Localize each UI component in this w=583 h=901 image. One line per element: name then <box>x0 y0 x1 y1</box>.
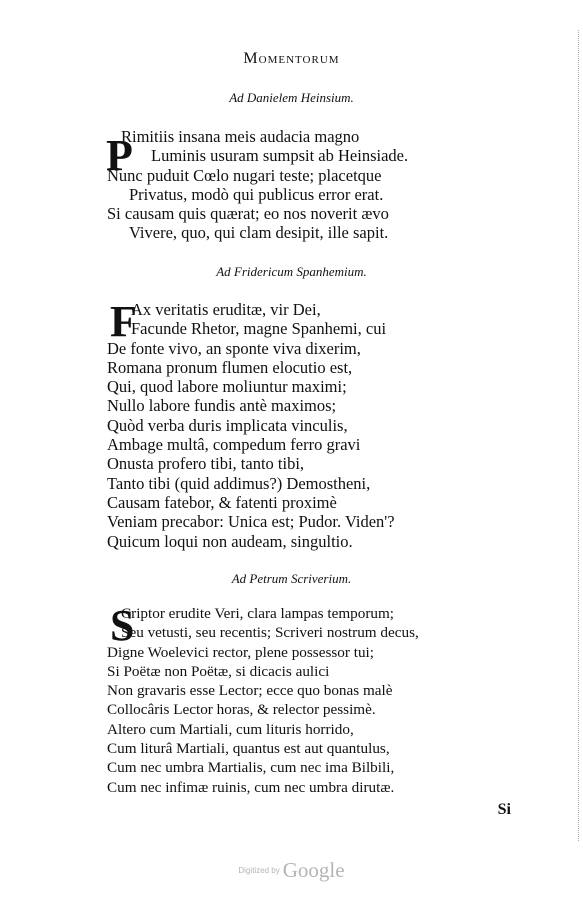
verse-line: Veniam precabor: Unica est; Pudor. Viden'? <box>107 512 395 532</box>
verse-line: Nullo labore fundis antè maximos; <box>107 396 337 416</box>
verse-line: Quicum loqui non audeam, singultio. <box>107 531 353 551</box>
verse-line: Si causam quis quærat; eo nos noverit ævo <box>107 204 389 224</box>
verse-line: Tanto tibi (quid addimus?) Demostheni, <box>107 473 371 493</box>
verse-line: Ambage multâ, compedum ferro gravi <box>107 435 361 455</box>
verse-line: Facunde Rhetor, magne Spanhemi, cui <box>131 319 387 339</box>
section-title-heinsium: Ad Danielem Heinsium. <box>229 90 354 105</box>
verse-line: Cum nec umbra Martialis, cum nec ima Bilbili, <box>107 759 395 777</box>
verse-line: Si Poëtæ non Poëtæ, si dicacis aulici <box>107 662 330 680</box>
poem-scriverium <box>107 601 419 797</box>
verse-line: Cum liturâ Martiali, quantus est aut quantulus, <box>107 740 390 758</box>
poem-spanhemium <box>107 297 395 551</box>
verse-line: Cum nec infimæ ruinis, cum nec umbra dirutæ. <box>107 778 395 796</box>
verse-line: Romana pronum flumen elocutio est, <box>107 357 353 377</box>
verse-line: Altero cum Martiali, cum lituris horrido, <box>107 720 354 738</box>
verse-line: Non gravaris esse Lector; ecce quo bonas malè <box>107 682 393 700</box>
running-head: Momentorum <box>243 50 340 67</box>
google-wordmark: Google <box>282 858 345 882</box>
dropcap-scriverium: S <box>110 601 135 650</box>
verse-line: Digne Woelevici rector, plene possessor tui; <box>107 643 374 661</box>
verse-line: Vivere, quo, qui clam desipit, ille sapit. <box>129 223 389 243</box>
dropcap-heinsium: P <box>106 131 133 180</box>
verse-line: De fonte vivo, an sponte viva dixerim, <box>107 338 361 358</box>
verse-line: Ax veritatis eruditæ, vir Dei, <box>131 300 321 319</box>
verse-line: Rimitiis insana meis audacia magno <box>121 127 360 146</box>
verse-line: Quòd verba duris implicata vinculis, <box>107 415 348 435</box>
verse-line: Criptor erudite Veri, clara lampas temporum; <box>121 605 395 622</box>
verse-line: Causam fatebor, & fatenti proximè <box>107 492 337 512</box>
section-title-scriverium: Ad Petrum Scriverium. <box>231 571 352 586</box>
verse-line: Privatus, modò qui publicus error erat. <box>129 184 384 204</box>
section-title-spanhemium: Ad Fridericum Spanhemium. <box>216 264 367 279</box>
catchword: Si <box>497 801 511 818</box>
poem-heinsium <box>107 127 408 243</box>
verse-line: Qui, quod labore moliuntur maximi; <box>107 377 347 397</box>
verse-line: Onusta profero tibi, tanto tibi, <box>107 454 305 474</box>
dropcap-spanhemium: F <box>110 297 137 346</box>
digitized-watermark <box>0 858 583 883</box>
verse-line: Luminis usuram sumpsit ab Heinsiade. <box>151 146 409 166</box>
verse-line: Seu vetusti, seu recentis; Scriveri nostrum decus, <box>121 624 419 642</box>
verse-line: Nunc puduit Cœlo nugari teste; placetque <box>107 165 382 185</box>
verse-line: Collocâris Lector horas, & relector pessimè. <box>107 701 376 719</box>
digitized-label: Digitized by <box>238 866 280 875</box>
page-edge-marks <box>575 30 579 841</box>
